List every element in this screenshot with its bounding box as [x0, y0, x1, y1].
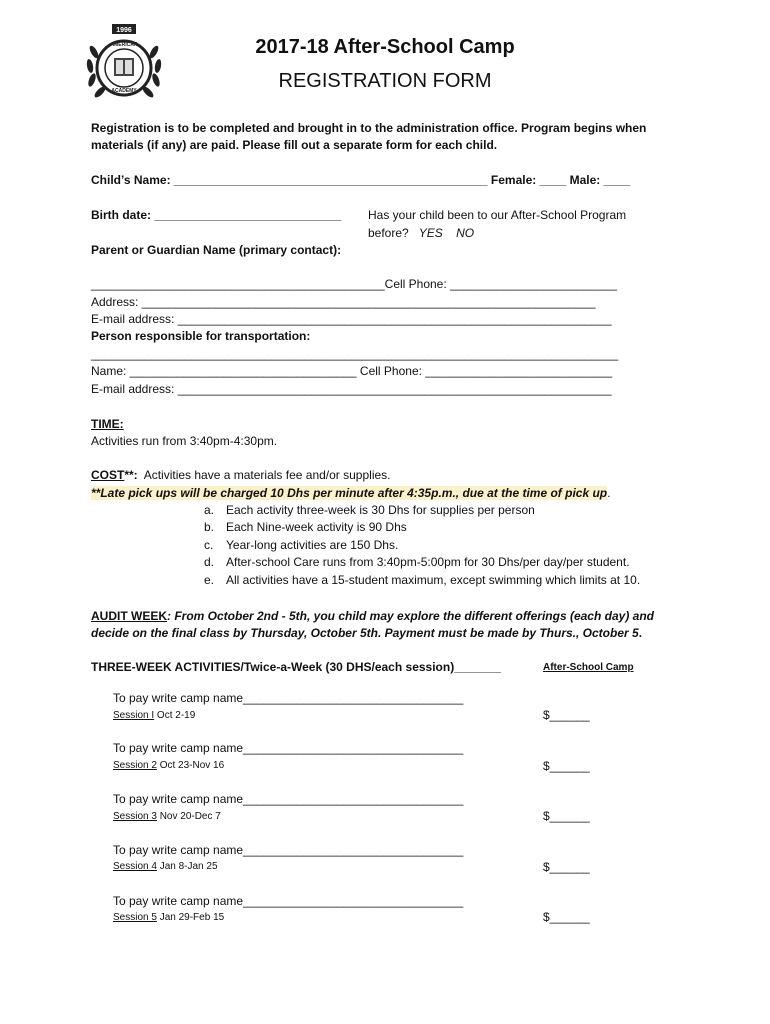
audit-period: . — [638, 626, 643, 640]
cost-item — [204, 520, 407, 534]
session-dates: Oct 23-Nov 16 — [156, 760, 225, 771]
parent-cell-field[interactable]: ____________________________________________Cell Phone: _________________________ — [91, 277, 617, 291]
audit-week-text — [91, 608, 676, 642]
time-text: Activities run from 3:40pm-4:30pm. — [91, 434, 278, 448]
time-heading: TIME: — [91, 417, 124, 431]
birth-date-field[interactable]: Birth date: ____________________________ — [91, 208, 342, 222]
parent-label: Parent or Guardian Name (primary contact): — [91, 243, 342, 257]
after-school-question-line2 — [368, 226, 474, 240]
cost-item-text: All activities have a 15-student maximum, except swimming which limits at 10. — [226, 573, 641, 587]
session-row — [113, 912, 224, 923]
late-note-line — [91, 486, 610, 500]
page-title: 2017-18 After-School Camp — [255, 36, 515, 58]
cost-item — [204, 503, 535, 517]
cost-item-letter: e. — [204, 573, 215, 587]
transport-field[interactable]: _______________________________________________________________________________ — [91, 347, 619, 361]
session-amount[interactable]: $______ — [543, 910, 590, 924]
audit-heading: AUDIT WEEK — [91, 609, 167, 623]
session-amount[interactable]: $______ — [543, 759, 590, 773]
cost-heading: COST — [91, 468, 125, 482]
session-label: Session 4 — [113, 861, 157, 872]
address-field[interactable]: Address: ____________________________________________________________________ — [91, 295, 596, 309]
session-dates: Oct 2-19 — [154, 710, 196, 721]
session-amount[interactable]: $______ — [543, 809, 590, 823]
logo-arc-text: AMERICAN — [110, 42, 138, 48]
before-text: before? — [368, 226, 409, 240]
pay-prompt[interactable]: To pay write camp name_________________________________ — [113, 843, 464, 857]
session-dates: Jan 29-Feb 15 — [156, 912, 225, 923]
session-dates: Jan 8-Jan 25 — [156, 861, 218, 872]
no-option[interactable]: NO — [456, 226, 475, 240]
pay-prompt[interactable]: To pay write camp name_________________________________ — [113, 792, 464, 806]
email-field-1[interactable]: E-mail address: _________________________________________________________________ — [91, 312, 612, 326]
transport-label: Person responsible for transportation: — [91, 329, 311, 343]
pay-prompt[interactable]: To pay write camp name_________________________________ — [113, 741, 464, 755]
pay-prompt[interactable]: To pay write camp name_________________________________ — [113, 691, 464, 705]
yes-option[interactable]: YES — [418, 226, 443, 240]
intro-text: Registration is to be completed and brought in to the administration office. Program begins when materials (if any) are paid. Please fill out a separate form for each child. — [91, 121, 647, 152]
three-week-heading: THREE-WEEK ACTIVITIES/Twice-a-Week (30 DHS/each session)_______ — [91, 660, 501, 674]
cost-item-letter: c. — [204, 538, 214, 552]
session-amount[interactable]: $______ — [543, 860, 590, 874]
session-row — [113, 861, 218, 872]
session-row — [113, 811, 221, 822]
session-row — [113, 760, 224, 771]
late-note-period: . — [607, 486, 611, 500]
child-name-field[interactable]: Child’s Name: _______________________________________________ Female: ____ Male: ____ — [91, 173, 631, 187]
session-amount[interactable]: $______ — [543, 708, 590, 722]
cost-stars: **: — [124, 468, 138, 482]
after-school-camp-column: After-School Camp — [543, 662, 634, 673]
session-label: Session 2 — [113, 760, 157, 771]
cost-item — [204, 538, 398, 552]
cost-item-letter: b. — [204, 520, 215, 534]
after-school-question: Has your child been to our After-School Program — [368, 208, 627, 222]
audit-body: From October 2nd - 5th, you child may explore the different offerings (each day) and decide on the final class by Thursday, October 5th. Payment must be made by Thurs., October 5 — [91, 609, 654, 640]
cost-text: Activities have a materials fee and/or supplies. — [143, 468, 391, 482]
session-label: Session 5 — [113, 912, 157, 923]
audit-colon: : — [167, 609, 171, 623]
cost-line — [91, 468, 391, 482]
cost-item-letter: a. — [204, 503, 215, 517]
cost-item — [204, 573, 640, 587]
session-dates: Nov 20-Dec 7 — [156, 811, 221, 822]
transport-name-cell-field[interactable]: Name: __________________________________ Cell Phone: ____________________________ — [91, 364, 613, 378]
cost-item — [204, 555, 630, 569]
cost-item-text: Each Nine-week activity is 90 Dhs — [226, 520, 407, 534]
cost-item-text: After-school Care runs from 3:40pm-5:00pm for 30 Dhs/per day/per student. — [226, 555, 630, 569]
cost-item-text: Year-long activities are 150 Dhs. — [226, 538, 399, 552]
session-label: Session 3 — [113, 811, 157, 822]
session-label: Session I — [113, 710, 155, 721]
cost-item-text: Each activity three-week is 30 Dhs for supplies per person — [226, 503, 535, 517]
email-field-2[interactable]: E-mail address: _________________________________________________________________ — [91, 382, 612, 396]
session-row — [113, 710, 195, 721]
late-pickup-note: **Late pick ups will be charged 10 Dhs per minute after 4:35p.m., due at the time of pick up — [91, 486, 608, 500]
school-logo — [84, 22, 164, 108]
logo-year: 1996 — [116, 27, 132, 34]
cost-item-letter: d. — [204, 555, 215, 569]
pay-prompt[interactable]: To pay write camp name_________________________________ — [113, 894, 464, 908]
logo-bottom-text: ACADEMY — [111, 88, 137, 94]
page-subtitle: REGISTRATION FORM — [278, 70, 492, 92]
